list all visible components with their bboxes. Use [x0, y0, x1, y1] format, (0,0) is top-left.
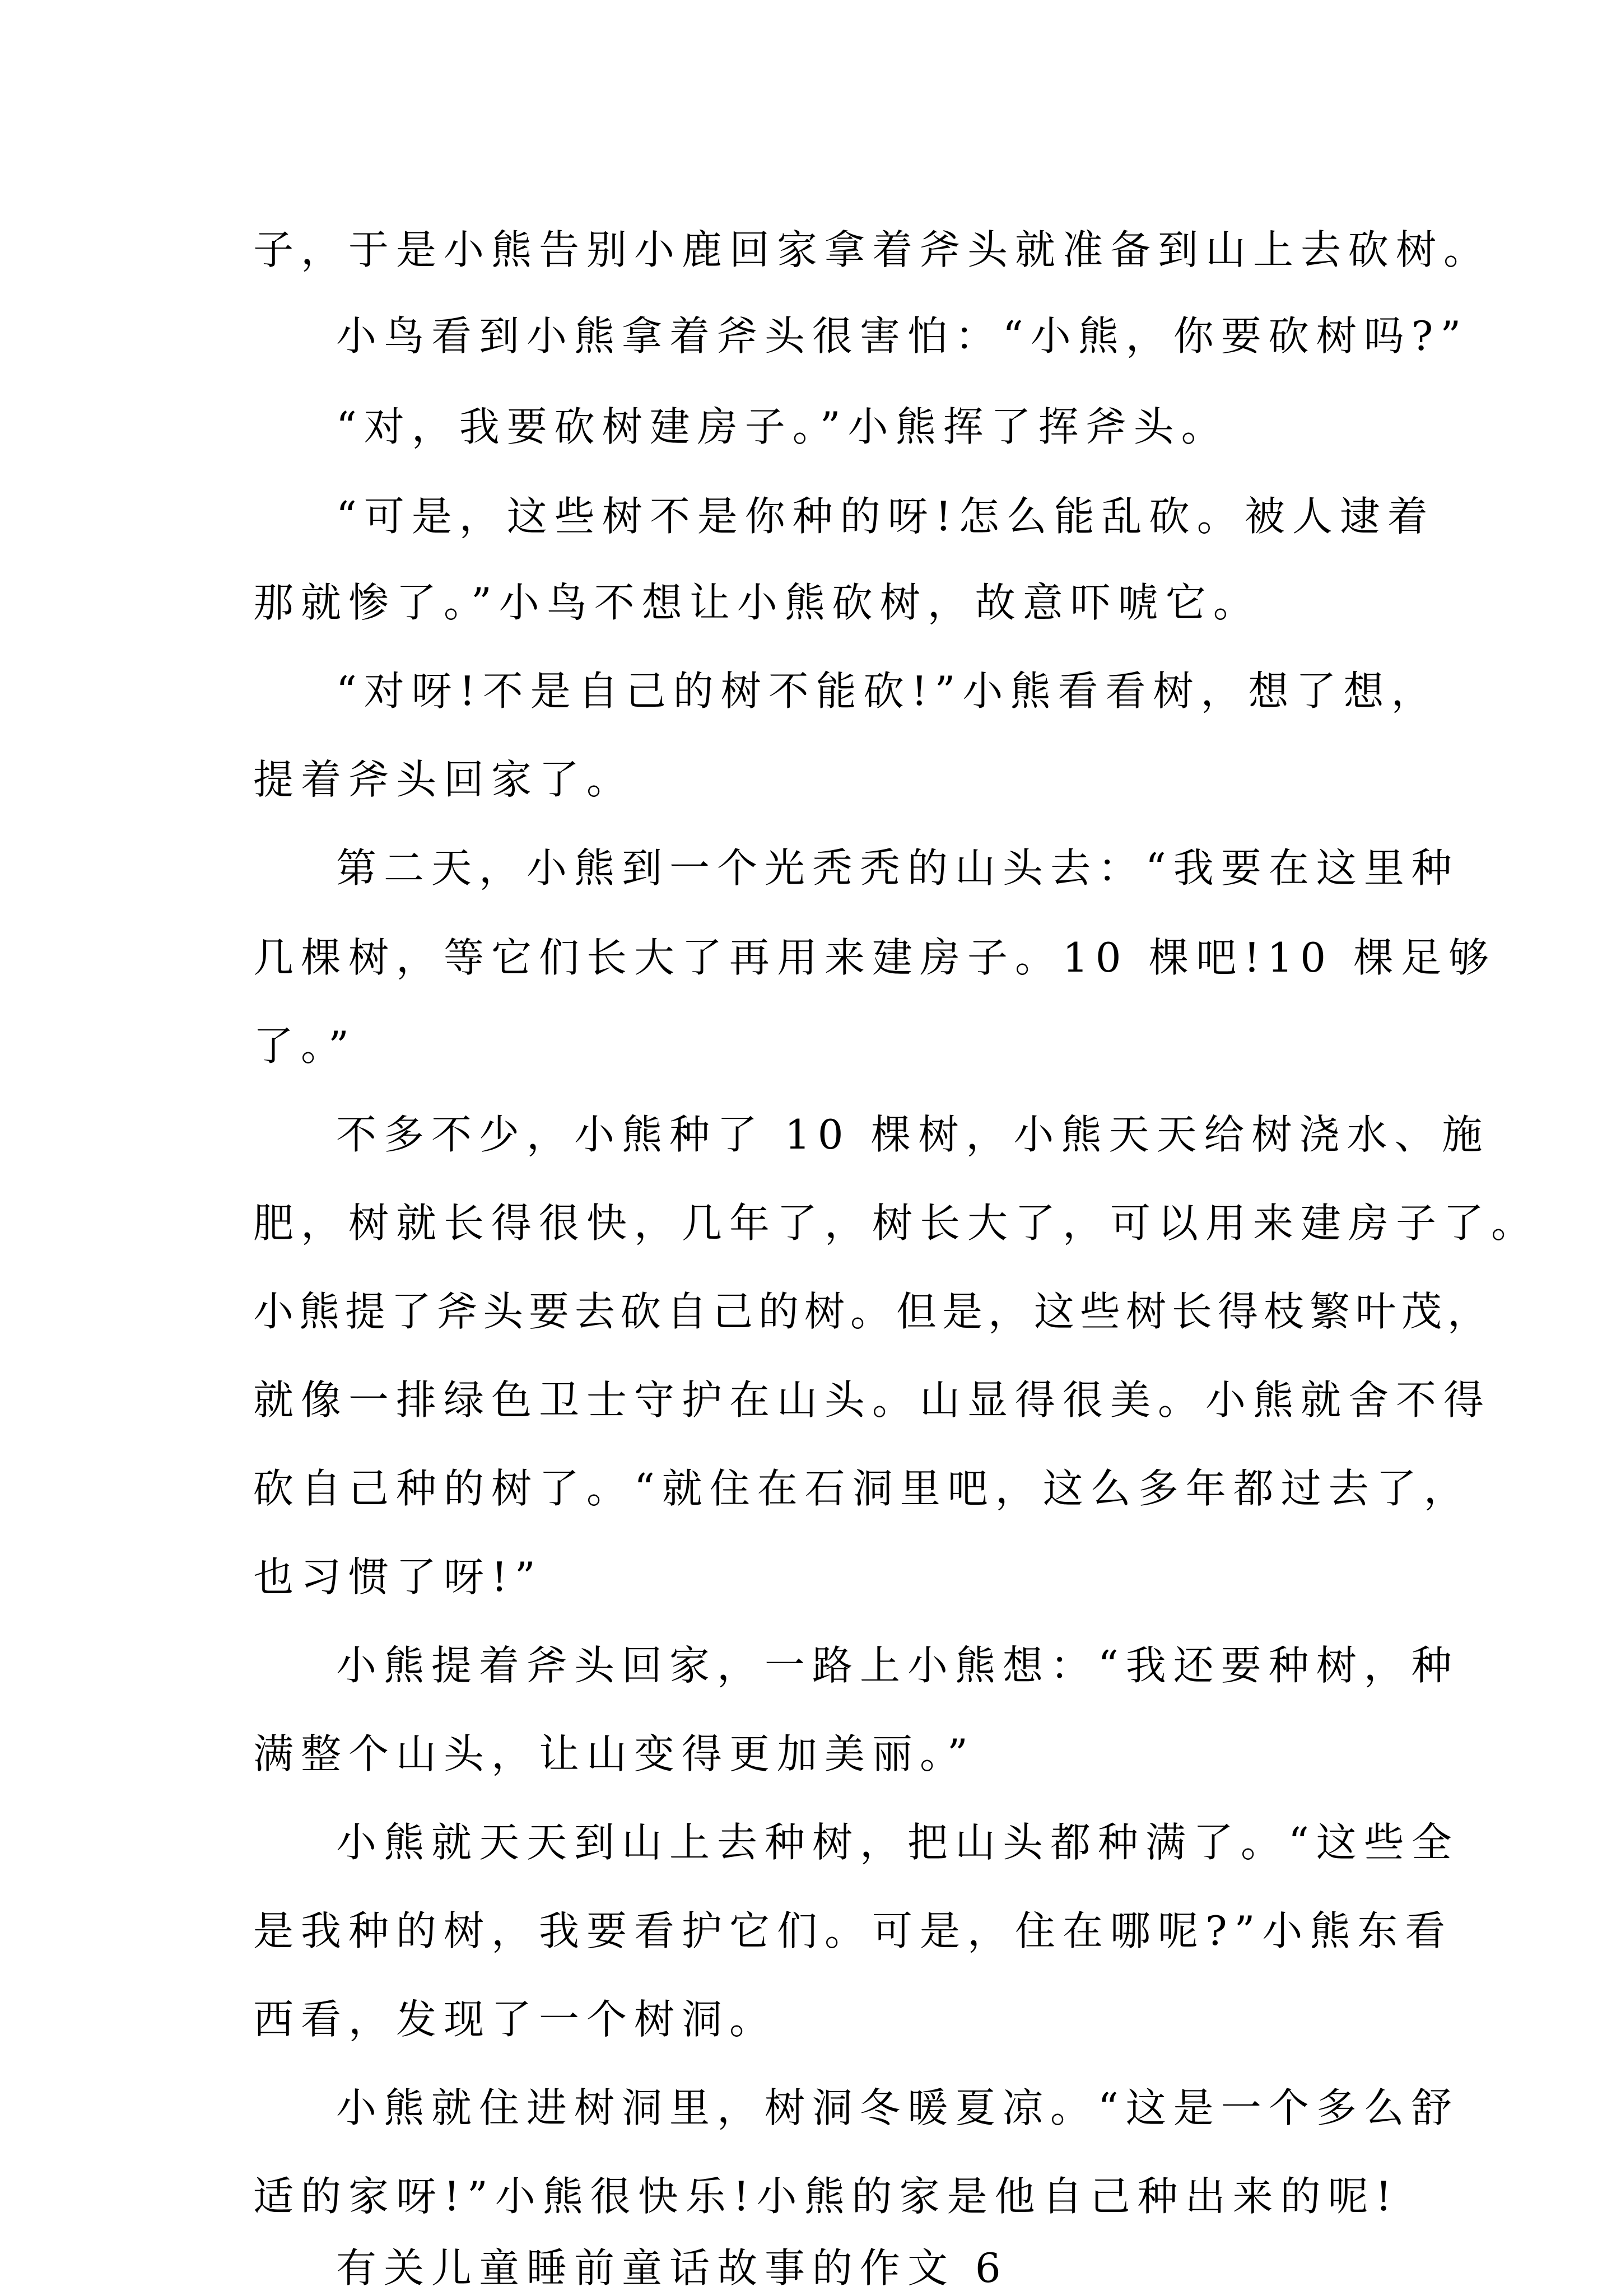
text-line: 满整个山头，让山变得更加美丽。”: [253, 1730, 975, 1777]
text-line: 了。”: [253, 1023, 356, 1070]
text-line: 就像一排绿色卫士守护在山头。山显得很美。小熊就舍不得: [253, 1376, 1492, 1424]
section-heading: 有关儿童睡前童话故事的作文 6: [336, 2244, 1008, 2292]
text-line: “对呀!不是自己的树不能砍!”小熊看看树，想了想，: [336, 668, 1439, 715]
text-line: 西看，发现了一个树洞。: [253, 1996, 777, 2043]
text-line: 是我种的树，我要看护它们。可是，住在哪呢?”小熊东看: [253, 1907, 1453, 1954]
text-line: 提着斧头回家了。: [253, 756, 635, 803]
text-line: 也习惯了呀!”: [253, 1553, 543, 1600]
text-line: 小熊就天天到山上去种树，把山头都种满了。“这些全: [336, 1819, 1459, 1866]
text-line: 那就惨了。”小鸟不想让小熊砍树，故意吓唬它。: [253, 579, 1261, 626]
text-line: 子，于是小熊告别小鹿回家拿着斧头就准备到山上去砍树。: [253, 226, 1492, 273]
text-line: 第二天，小熊到一个光秃秃的山头去：“我要在这里种: [336, 844, 1459, 892]
text-line: 小熊提了斧头要去砍自己的树。但是，这些树长得枝繁叶茂，: [253, 1288, 1494, 1335]
text-line: 肥，树就长得很快，几年了，树长大了，可以用来建房子了。: [253, 1200, 1539, 1247]
text-line: 小鸟看到小熊拿着斧头很害怕：“小熊，你要砍树吗?”: [336, 312, 1469, 360]
text-line: “对，我要砍树建房子。”小熊挥了挥斧头。: [336, 403, 1229, 450]
text-line: “可是，这些树不是你种的呀!怎么能乱砍。被人逮着: [336, 493, 1435, 540]
text-line: 小熊就住进树洞里，树洞冬暖夏凉。“这是一个多么舒: [336, 2084, 1459, 2131]
text-line: 几棵树，等它们长大了再用来建房子。10 棵吧!10 棵足够: [253, 934, 1496, 981]
text-line: 不多不少，小熊种了 10 棵树，小熊天天给树浇水、施: [336, 1111, 1490, 1158]
text-line: 砍自己种的树了。“就住在石洞里吧，这么多年都过去了，: [253, 1465, 1471, 1512]
text-line: 小熊提着斧头回家，一路上小熊想：“我还要种树，种: [336, 1642, 1459, 1689]
text-line: 适的家呀!”小熊很快乐!小熊的家是他自己种出来的呢!: [253, 2173, 1399, 2220]
